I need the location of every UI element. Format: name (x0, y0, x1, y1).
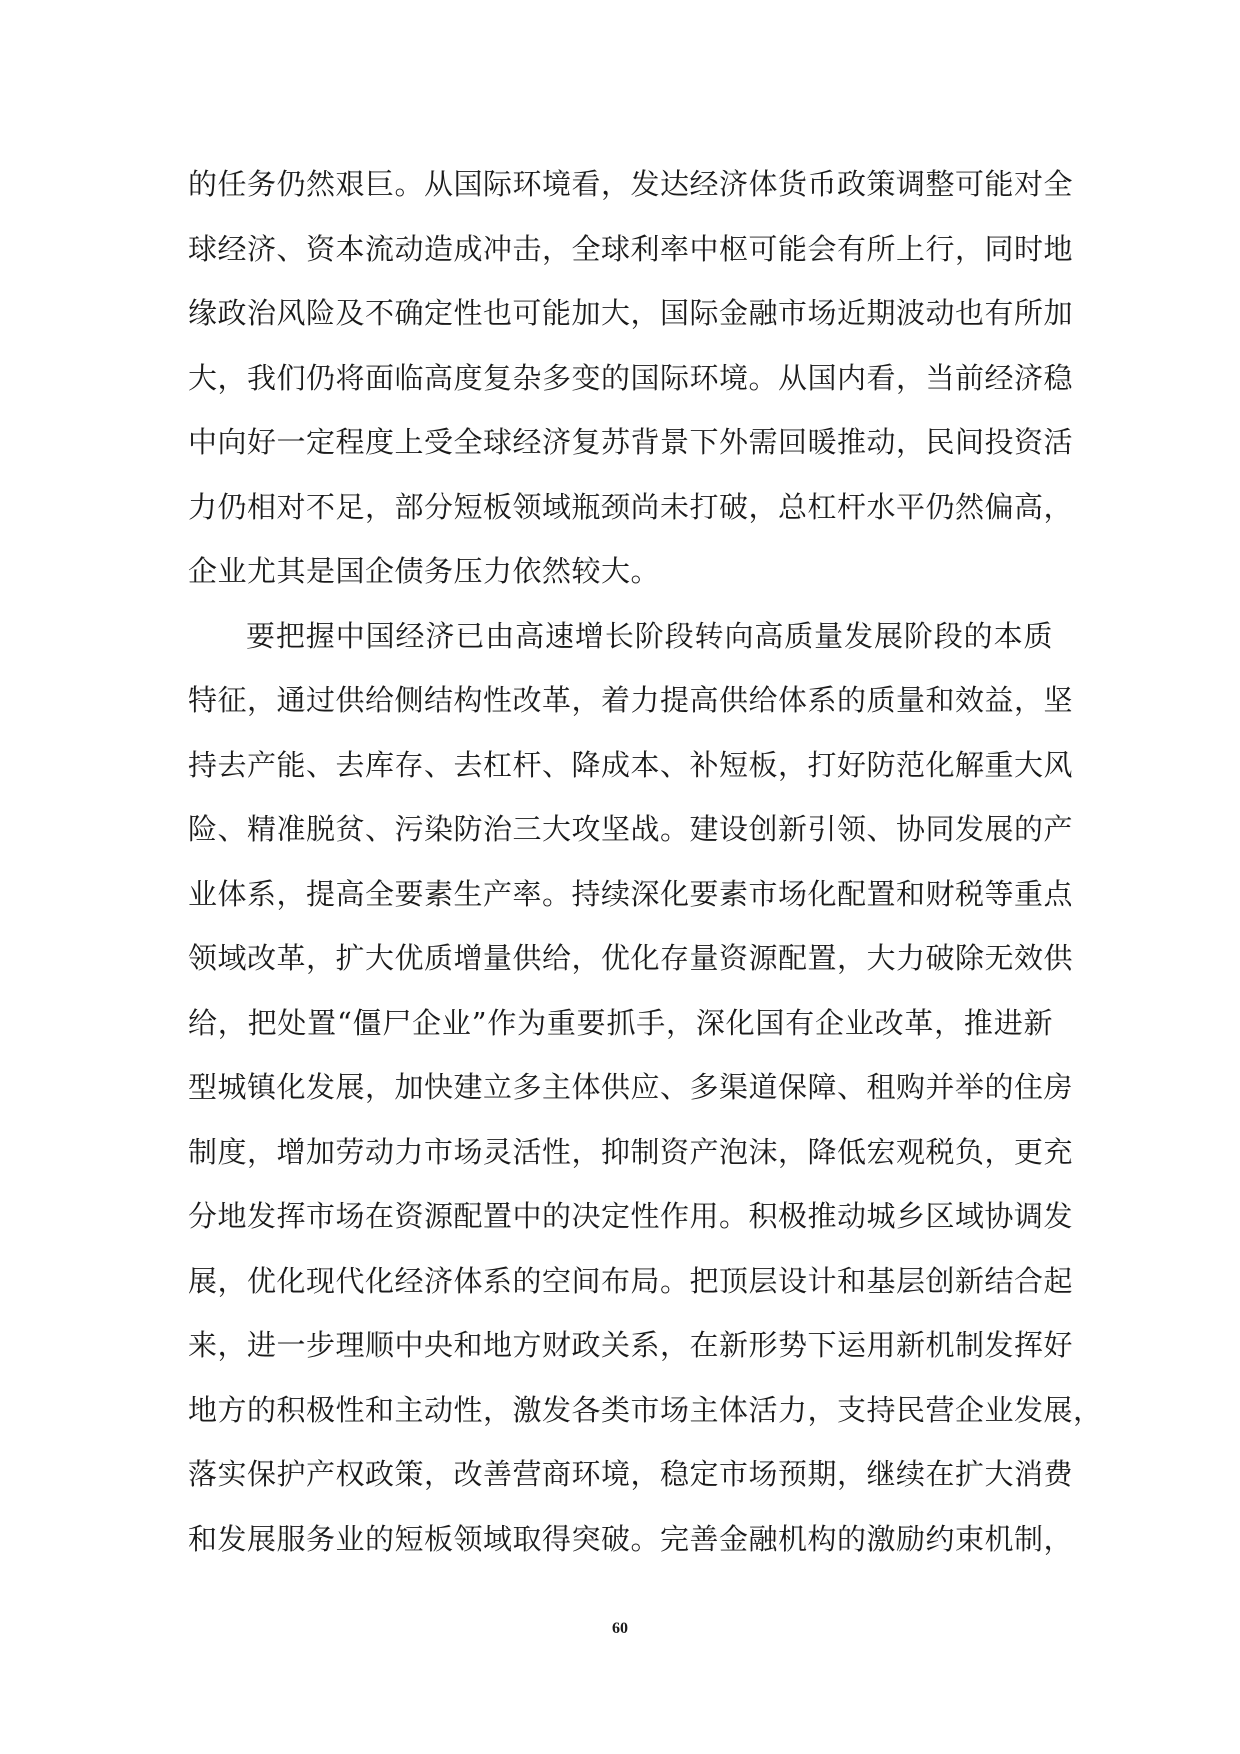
text-line: 给，把处置“僵尸企业”作为重要抓手，深化国有企业改革，推进新 (188, 1005, 1053, 1040)
text-line: 制度，增加劳动力市场灵活性，抑制资产泡沫，降低宏观税负，更充 (188, 1134, 1074, 1169)
text-line: 力仍相对不足，部分短板领域瓶颈尚未打破，总杠杆水平仍然偏高， (188, 489, 1074, 524)
paragraph-first-line: 要把握中国经济已由高速增长阶段转向高质量发展阶段的本质 (246, 618, 1053, 653)
text-line: 来，进一步理顺中央和地方财政关系，在新形势下运用新机制发挥好 (188, 1328, 1074, 1362)
text-line: 展，优化现代化经济体系的空间布局。把顶层设计和基层创新结合起 (188, 1263, 1074, 1298)
text-line: 落实保护产权政策，改善营商环境，稳定市场预期，继续在扩大消费 (188, 1457, 1074, 1491)
text-line: 的任务仍然艰巨。从国际环境看，发达经济体货币政策调整可能对全 (188, 167, 1074, 201)
text-line: 型城镇化发展，加快建立多主体供应、多渠道保障、租购并举的住房 (188, 1070, 1074, 1104)
text-line: 领域改革，扩大优质增量供给，优化存量资源配置，大力破除无效供 (188, 941, 1074, 975)
text-line: 险、精准脱贫、污染防治三大攻坚战。建设创新引领、协同发展的产 (188, 812, 1074, 846)
text-line: 中向好一定程度上受全球经济复苏背景下外需回暖推动，民间投资活 (188, 425, 1074, 459)
page-number: 60 (612, 1620, 628, 1637)
text-line: 持去产能、去库存、去杠杆、降成本、补短板，打好防范化解重大风 (188, 747, 1074, 782)
text-line: 大，我们仍将面临高度复杂多变的国际环境。从国内看，当前经济稳 (188, 360, 1074, 395)
text-line: 业体系，提高全要素生产率。持续深化要素市场化配置和财税等重点 (188, 876, 1074, 911)
text-line: 和发展服务业的短板领域取得突破。完善金融机构的激励约束机制， (188, 1521, 1074, 1556)
text-line: 缘政治风险及不确定性也可能加大，国际金融市场近期波动也有所加 (188, 296, 1074, 330)
text-line: 球经济、资本流动造成冲击，全球利率中枢可能会有所上行，同时地 (188, 231, 1074, 266)
text-line: 企业尤其是国企债务压力依然较大。 (188, 554, 661, 588)
body-text (188, 152, 1103, 1571)
text-line: 分地发挥市场在资源配置中的决定性作用。积极推动城乡区域协调发 (188, 1199, 1074, 1233)
text-line: 地方的积极性和主动性，激发各类市场主体活力，支持民营企业发展， (188, 1392, 1103, 1427)
text-line: 特征，通过供给侧结构性改革，着力提高供给体系的质量和效益，坚 (188, 683, 1074, 717)
